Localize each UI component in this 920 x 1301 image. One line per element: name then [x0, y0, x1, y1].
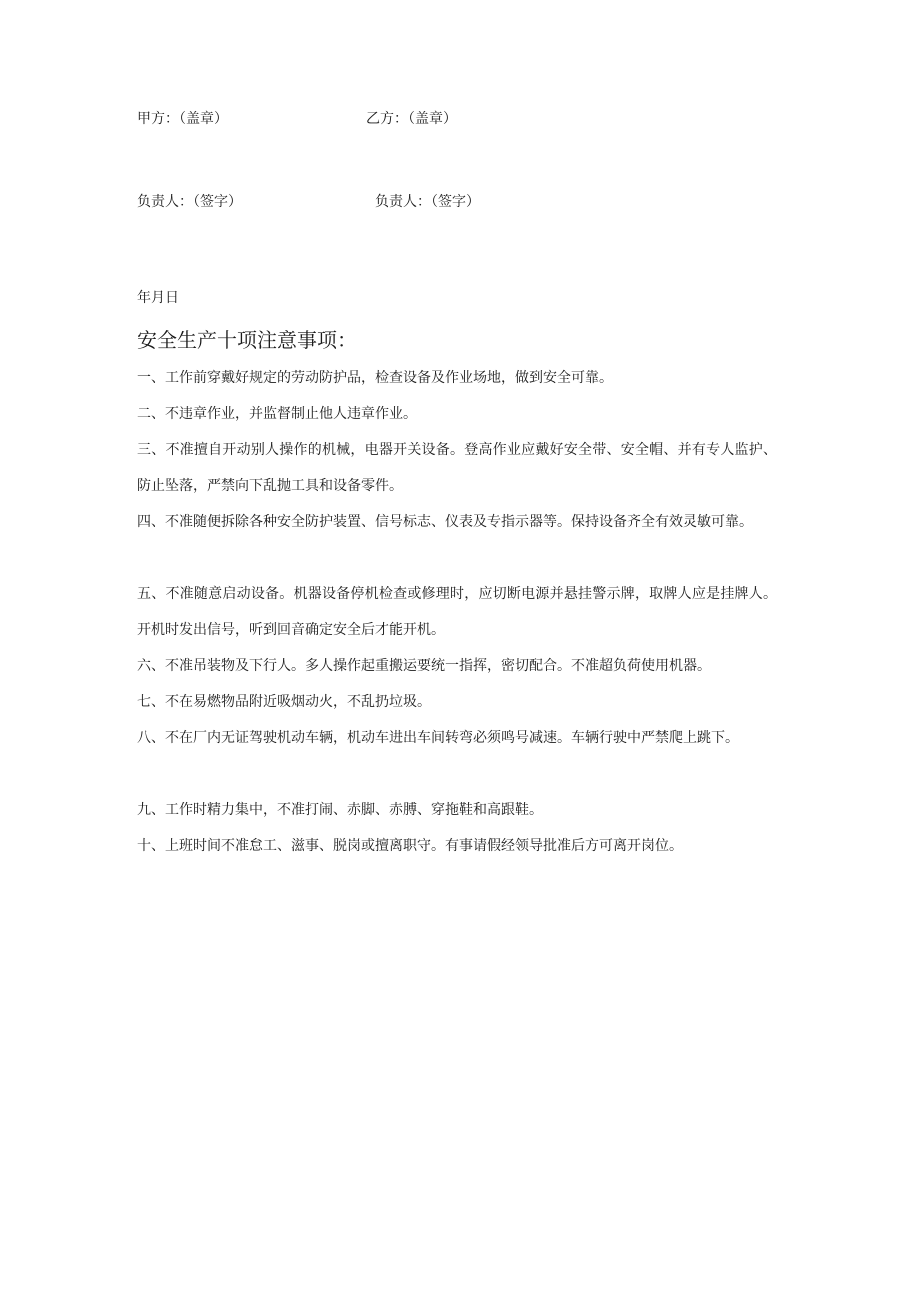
notice-item-5: 五、不准随意启动设备。机器设备停机检查或修理时，应切断电源并悬挂警示牌，取牌人应是挂牌人。开机时发出信号，听到回音确定安全后才能开机。 [137, 586, 777, 638]
notice-item-2: 二、不违章作业，并监督制止他人违章作业。 [137, 406, 417, 422]
party-b-person-label: 负责人：（签字） [375, 194, 480, 210]
party-a-seal-label: 甲方：（盖章） [137, 111, 228, 127]
notice-title: 安全生产十项注意事项： [137, 328, 357, 352]
notice-item-6: 六、不准吊装物及下行人。多人操作起重搬运要统一指挥，密切配合。不准超负荷使用机器。 [137, 658, 711, 674]
date-label: 年月日 [137, 290, 179, 306]
notice-item-4: 四、不准随便拆除各种安全防护装置、信号标志、仪表及专指示器等。保持设备齐全有效灵敏可靠。 [137, 514, 753, 530]
notice-item-1: 一、工作前穿戴好规定的劳动防护品，检查设备及作业场地，做到安全可靠。 [137, 370, 613, 386]
notice-item-7: 七、不在易燃物品附近吸烟动火，不乱扔垃圾。 [137, 694, 431, 710]
party-a-person-label: 负责人：（签字） [137, 194, 242, 210]
notice-item-9: 九、工作时精力集中，不准打闹、赤脚、赤膊、穿拖鞋和高跟鞋。 [137, 802, 543, 818]
notice-item-3: 三、不准擅自开动别人操作的机械，电器开关设备。登高作业应戴好安全带、安全帽、并有专人监护、防止坠落，严禁向下乱抛工具和设备零件。 [137, 442, 777, 494]
party-b-seal-label: 乙方：（盖章） [366, 111, 457, 127]
notice-item-8: 八、不在厂内无证驾驶机动车辆，机动车进出车间转弯必须鸣号减速。车辆行驶中严禁爬上跳下。 [137, 730, 739, 746]
notice-item-10: 十、上班时间不准怠工、滋事、脱岗或擅离职守。有事请假经领导批准后方可离开岗位。 [137, 838, 683, 854]
